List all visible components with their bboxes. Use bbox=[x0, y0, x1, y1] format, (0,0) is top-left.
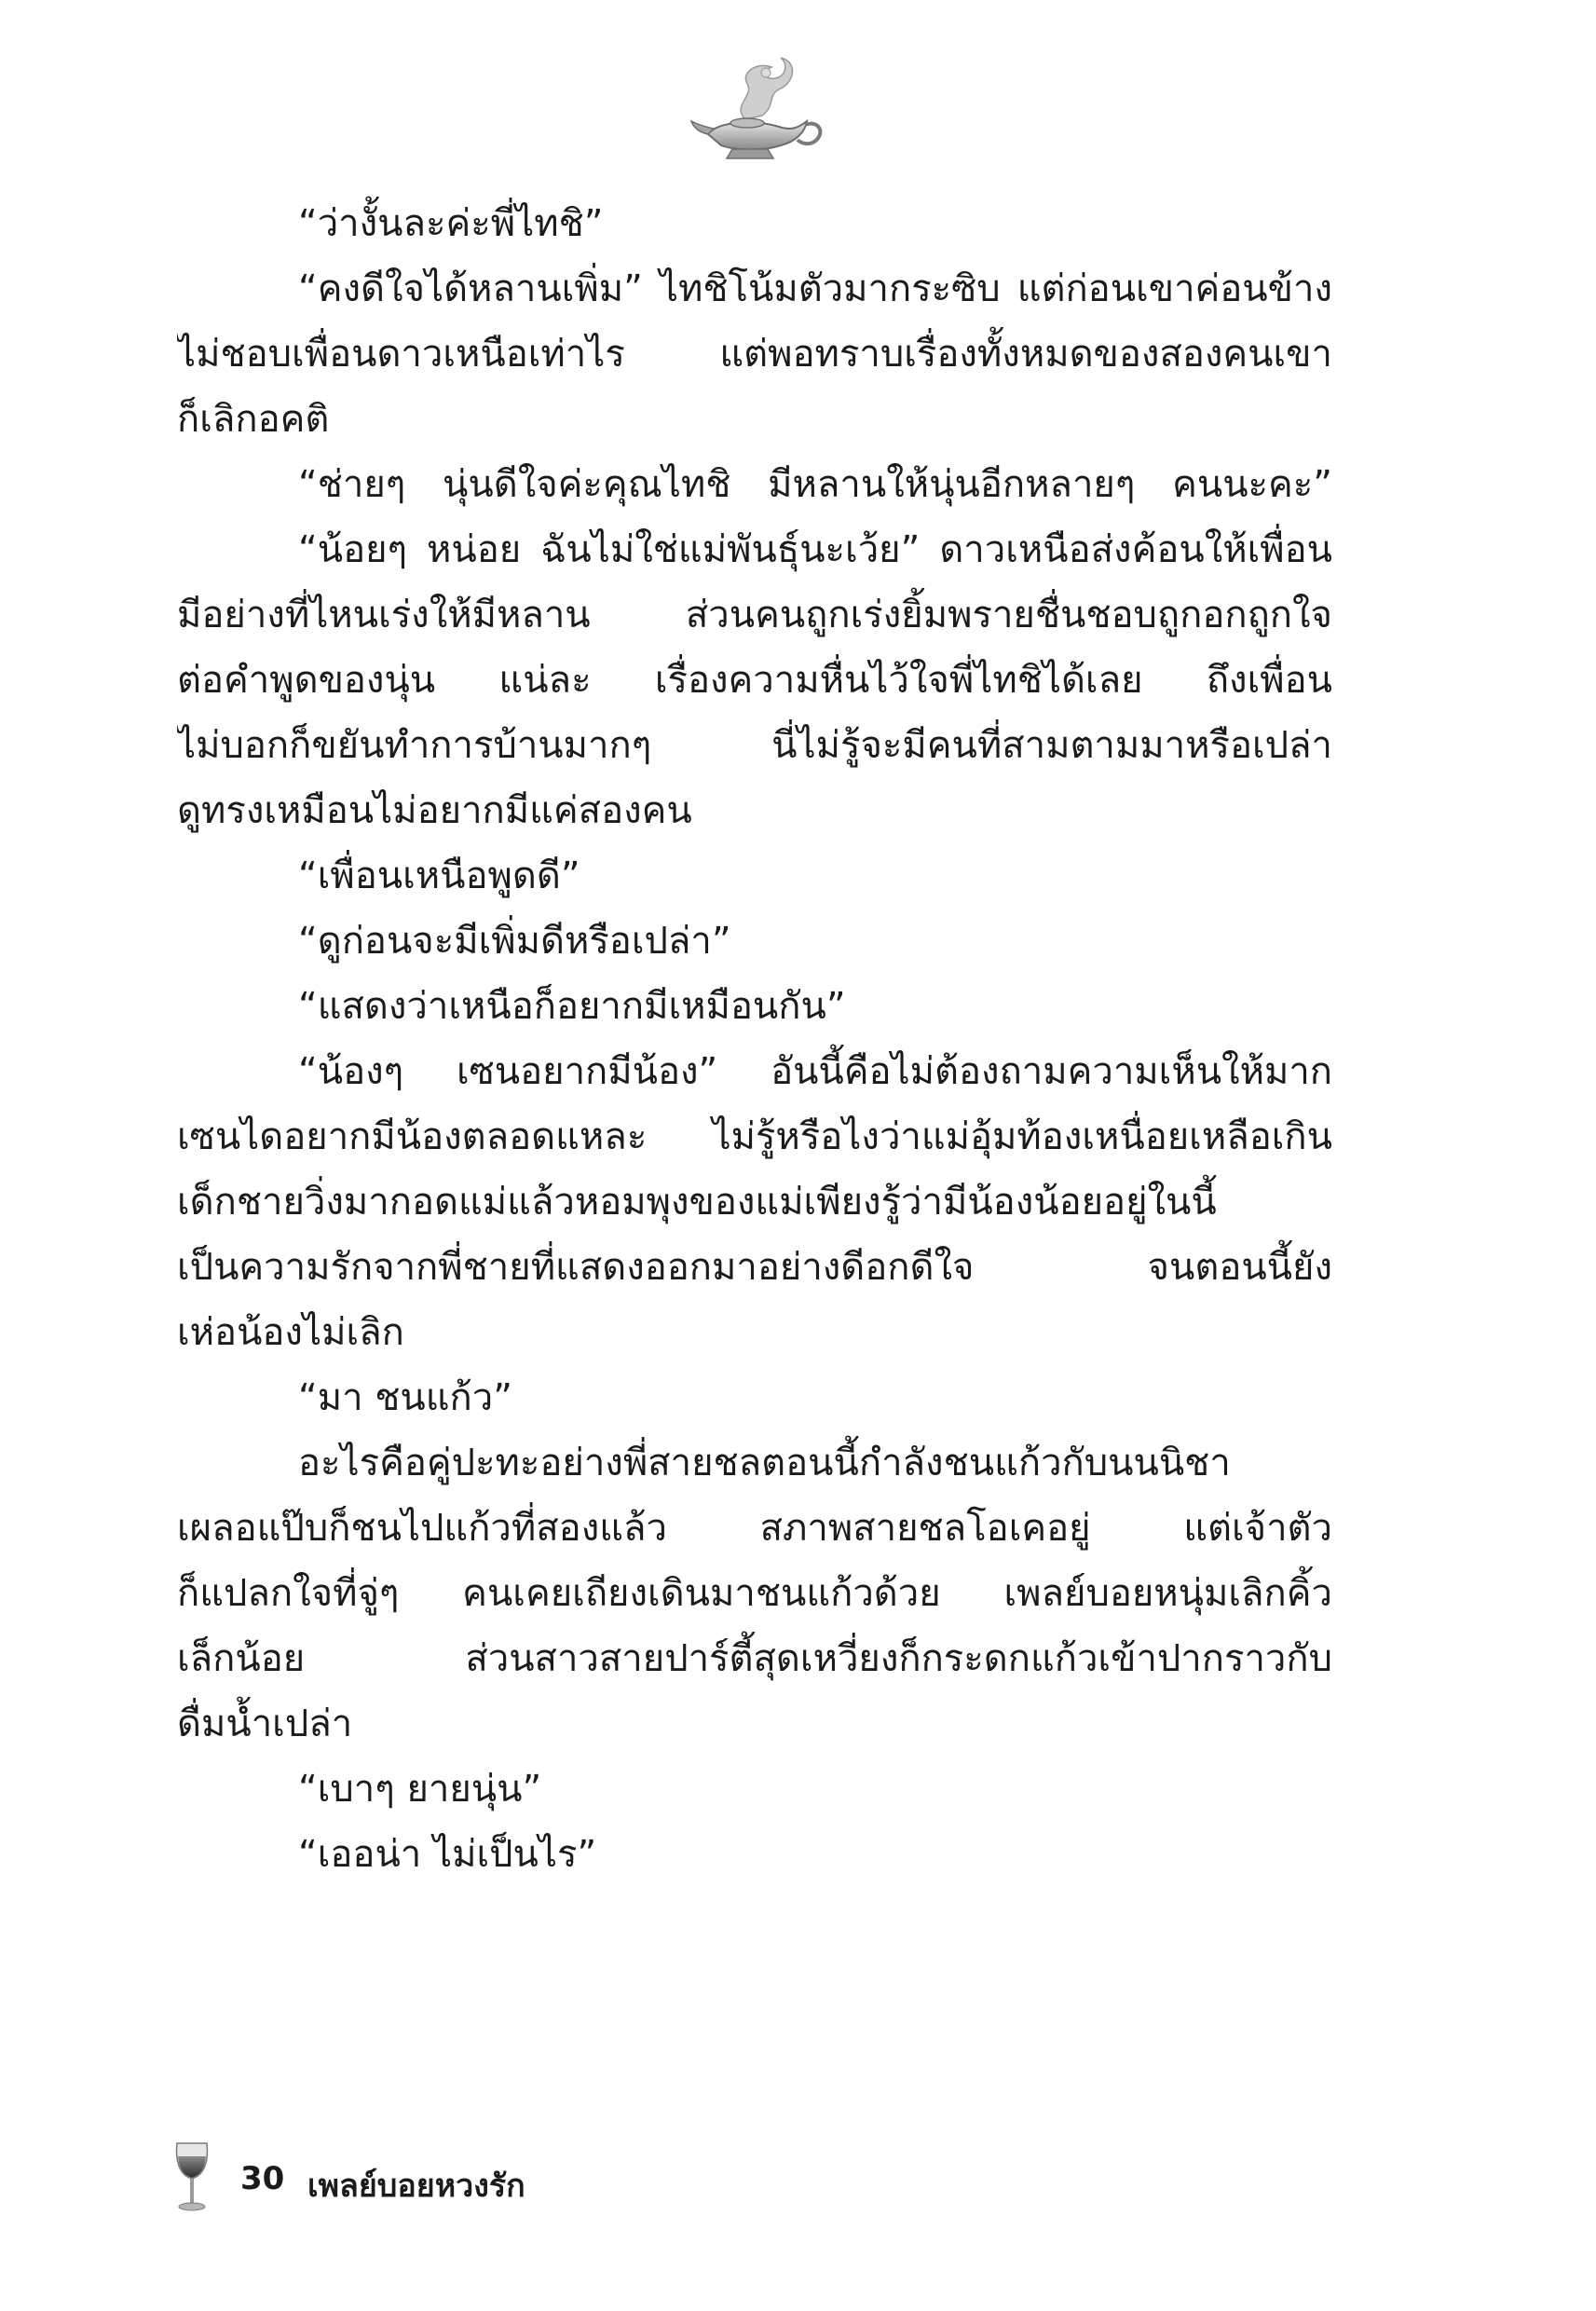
page-number: 30 bbox=[240, 2160, 285, 2197]
paragraph-line: เห่อน้องไม่เลิก bbox=[177, 1311, 404, 1354]
paragraph-line: เด็กชายวิ่งมากอดแม่แล้วหอมพุงของแม่เพียงรู้ว่ามีน้องน้อยอยู่ในนี้ bbox=[177, 1181, 1217, 1224]
paragraph-line: “เบาๆ ยายนุ่น” bbox=[298, 1768, 542, 1811]
paragraph-line: “ช่ายๆ นุ่นดีใจค่ะคุณไทชิ มีหลานให้นุ่นอีกหลายๆ คนนะคะ” bbox=[298, 463, 1332, 506]
paragraph-line: “มา ชนแก้ว” bbox=[298, 1376, 512, 1419]
paragraph-line: มีอย่างที่ไหนเร่งให้มีหลาน ส่วนคนถูกเร่งยิ้มพรายชื่นชอบถูกอกถูกใจ bbox=[177, 594, 1332, 636]
paragraph-line: “แสดงว่าเหนือก็อยากมีเหมือนกัน” bbox=[298, 985, 846, 1028]
paragraph-line: “คงดีใจได้หลานเพิ่ม” ไทชิโน้มตัวมากระซิบ แต่ก่อนเขาค่อนข้าง bbox=[298, 267, 1332, 310]
paragraph-line: ไม่ชอบเพื่อนดาวเหนือเท่าไร แต่พอทราบเรื่องทั้งหมดของสองคนเขา bbox=[177, 333, 1332, 376]
paragraph-line: “น้องๆ เซนอยากมีน้อง” อันนี้คือไม่ต้องถามความเห็นให้มาก bbox=[298, 1050, 1332, 1093]
paragraph-line: “ดูก่อนจะมีเพิ่มดีหรือเปล่า” bbox=[298, 920, 731, 963]
paragraph-line: ดูทรงเหมือนไม่อยากมีแค่สองคน bbox=[177, 789, 692, 832]
paragraph-line: เผลอแป๊บก็ชนไปแก้วที่สองแล้ว สภาพสายชลโอเคอยู่ แต่เจ้าตัว bbox=[177, 1507, 1332, 1550]
body-text bbox=[177, 191, 1332, 1887]
paragraph-line: ดื่มน้ำเปล่า bbox=[177, 1702, 353, 1745]
paragraph-line: ก็เลิกอคติ bbox=[177, 398, 330, 441]
paragraph-line: อะไรคือคู่ปะทะอย่างพี่สายชลตอนนี้กำลังชนแก้วกับนนนิชา bbox=[298, 1442, 1231, 1484]
paragraph-line: “เพื่อนเหนือพูดดี” bbox=[298, 855, 580, 897]
page-footer bbox=[168, 2140, 913, 2214]
paragraph-line: เล็กน้อย ส่วนสาวสายปาร์ตี้สุดเหวี่ยงก็กระดกแก้วเข้าปากราวกับ bbox=[177, 1637, 1332, 1680]
paragraph-line: เป็นความรักจากพี่ชายที่แสดงออกมาอย่างดีอกดีใจ จนตอนนี้ยัง bbox=[177, 1246, 1332, 1289]
paragraph-line: “ว่างั้นละค่ะพี่ไทชิ” bbox=[298, 202, 604, 245]
paragraph-line: “น้อยๆ หน่อย ฉันไม่ใช่แม่พันธุ์นะเว้ย” ดาวเหนือส่งค้อนให้เพื่อน bbox=[298, 528, 1332, 571]
genie-lamp-icon bbox=[689, 54, 829, 166]
paragraph-line: เซนไดอยากมีน้องตลอดแหละ ไม่รู้หรือไงว่าแม่อุ้มท้องเหนื่อยเหลือเกิน bbox=[177, 1115, 1332, 1158]
paragraph-line: ไม่บอกก็ขยันทำการบ้านมากๆ นี่ไม่รู้จะมีคนที่สามตามมาหรือเปล่า bbox=[177, 724, 1332, 767]
paragraph-line: ก็แปลกใจที่จู่ๆ คนเคยเถียงเดินมาชนแก้วด้วย เพลย์บอยหนุ่มเลิกคิ้ว bbox=[177, 1572, 1332, 1615]
wine-glass-icon bbox=[168, 2140, 216, 2214]
book-title: เพลย์บอยหวงรัก bbox=[307, 2167, 525, 2205]
paragraph-line: ต่อคำพูดของนุ่น แน่ละ เรื่องความหื่นไว้ใจพี่ไทชิได้เลย ถึงเพื่อน bbox=[177, 659, 1332, 702]
paragraph-line: “เออน่า ไม่เป็นไร” bbox=[298, 1833, 597, 1876]
